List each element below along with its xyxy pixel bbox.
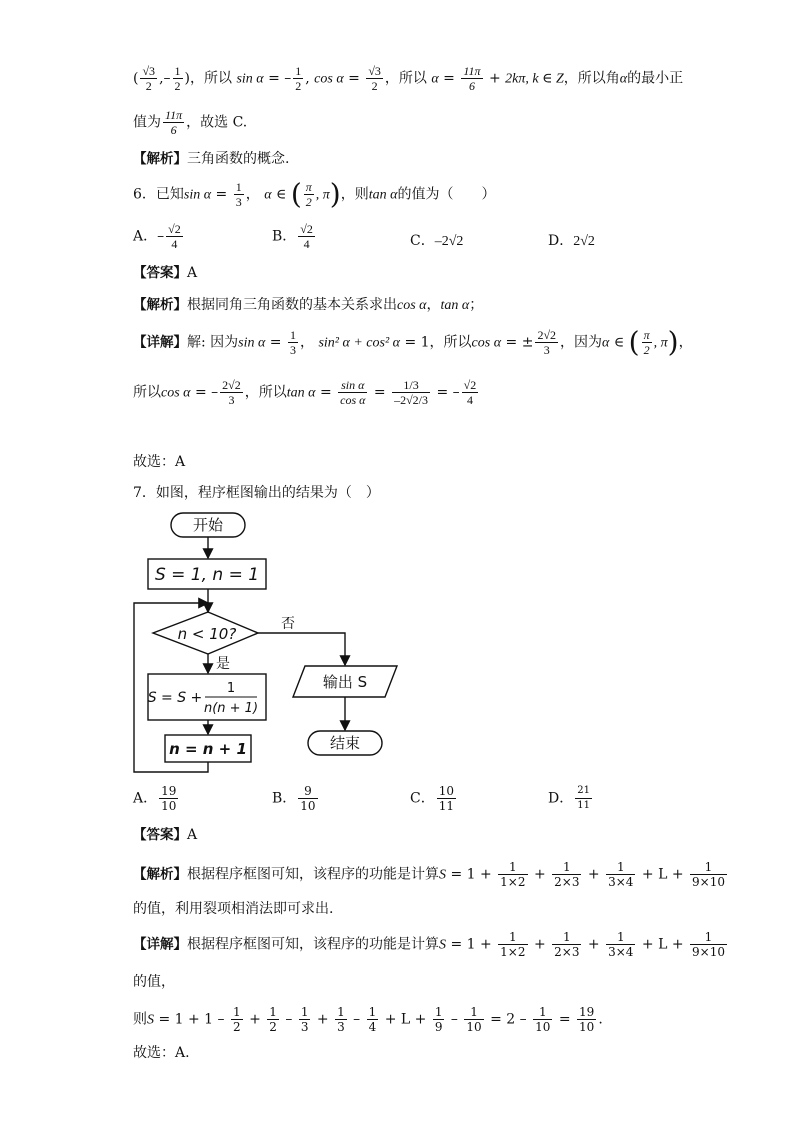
q6-stem: 6．已知sin α = $\frac{1}{3}$ ， α ∈ ( $\frac{\pi}{2}$ , π)，则tan α的值为（ ） bbox=[133, 177, 496, 211]
q6-answer: 【答案】A bbox=[133, 265, 198, 281]
flow-yes-label: 是 bbox=[216, 656, 230, 672]
q7-analysis-line-2: 的值，利用裂项相消法即可求出. bbox=[133, 901, 334, 917]
flow-output-label: 输出 S bbox=[322, 673, 368, 691]
q6-detail-line-1: 【详解】解: 因为sin α = $\frac{1}{3}$ ， sin² α + cos² α = 1，所以cos α = ± $\frac{2√2}{3}$ ，因为α ∈ ( $\frac{\pi}{2}$ , π)， bbox=[133, 325, 693, 359]
flow-cond-label: n < 10? bbox=[177, 625, 237, 643]
q6-option-a: A．– $\frac{√2}{4}$ bbox=[133, 222, 181, 251]
prev-analysis: 【解析】三角函数的概念. bbox=[133, 151, 290, 167]
prev-solution-line-1: ( $\frac{√3}{2}$ ,– $\frac{1}{2}$ )，所以 sin α = – $\frac{1}{2}$ , cos α = $\frac{√3}{2}$ ，所以 α = $\frac{11\pi}{6}$ + 2kπ, k ∈ Z，所以角α的最小正 bbox=[133, 64, 684, 93]
q7-option-d: D． $\frac{21}{11}$ bbox=[548, 785, 590, 811]
q6-analysis: 【解析】根据同角三角函数的基本关系求出cos α，tan α； bbox=[133, 297, 484, 313]
q7-conclusion: 故选：A. bbox=[133, 1045, 190, 1061]
q6-option-d: D．2√2 bbox=[548, 233, 595, 249]
q6-detail-line-2: 所以cos α = – $\frac{2√2}{3}$ ，所以tan α = $\frac{\text{sin α}}{\text{cos α}}$ = $\frac{1/3}{-2√2/3}$ = – $\frac{√2}{4}$ bbox=[133, 378, 477, 407]
q7-stem: 7．如图，程序框图输出的结果为（ ） bbox=[133, 485, 380, 501]
q7-option-a: A． $\frac{19}{10}$ bbox=[133, 784, 177, 813]
q7-answer: 【答案】A bbox=[133, 827, 198, 843]
flow-end-label: 结束 bbox=[329, 734, 361, 752]
q7-analysis-line-1: 【解析】根据程序框图可知，该程序的功能是计算S = 1 + $\frac{1}{1\times 2}$ + $\frac{1}{2\times 3}$ + $\frac{1}{3\times 4}$ + L + $\frac{1}{9\times 10}$ bbox=[133, 860, 725, 889]
q7-option-c: C． $\frac{10}{11}$ bbox=[410, 784, 454, 813]
q7-detail-line-1: 【详解】根据程序框图可知，该程序的功能是计算S = 1 + $\frac{1}{1\times 2}$ + $\frac{1}{2\times 3}$ + $\frac{1}{3\times 4}$ + L + $\frac{1}{9\times 10}$ bbox=[133, 930, 725, 959]
q7-flowchart bbox=[125, 508, 415, 778]
q7-detail-line-2: 的值， bbox=[133, 974, 175, 990]
q6-option-c: C．–2√2 bbox=[410, 233, 464, 249]
q6-conclusion: 故选：A bbox=[133, 454, 186, 470]
flow-start-label: 开始 bbox=[192, 516, 224, 534]
flow-no-branch-line bbox=[258, 633, 345, 665]
flow-no-label: 否 bbox=[281, 616, 295, 632]
flow-init-label: S = 1, n = 1 bbox=[154, 565, 260, 585]
q6-option-b: B． $\frac{√2}{4}$ bbox=[272, 222, 313, 251]
prev-solution-line-2: 值为 $\frac{11\pi}{6}$ ，故选 C. bbox=[133, 108, 248, 137]
flow-assign-lhs: S = S + bbox=[147, 690, 203, 706]
flow-assign-num: 1 bbox=[226, 681, 236, 696]
q7-detail-line-3: 则S = 1 + 1 – $\frac{1}{2}$ + $\frac{1}{2}$ – $\frac{1}{3}$ + $\frac{1}{3}$ – $\frac{1}{4}$ + L + $\frac{1}{9}$ – $\frac{1}{10}$ = 2 – $\frac{1}{10}$ = $\frac{19}{10}$ . bbox=[133, 1005, 603, 1034]
q7-option-b: B． $\frac{9}{10}$ bbox=[272, 784, 316, 813]
flow-increment-label: n = n + 1 bbox=[169, 740, 247, 758]
flow-assign-den: n(n + 1) bbox=[203, 701, 259, 716]
